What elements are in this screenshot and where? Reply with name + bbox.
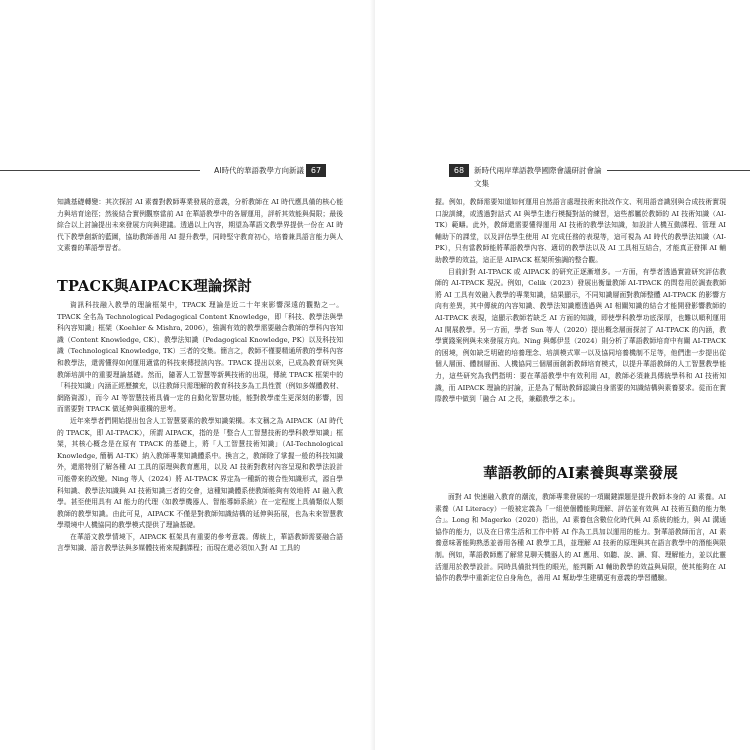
left-intro-paragraph	[57, 197, 343, 255]
paragraph: 在華語文教學情境下，AIPACK 框架具有重要的參考意義。傳統上，華語教師需要融合語言學知識、語言教學法與多媒體技術來規劃課程；而現在還必須加入對 AI 工具的	[57, 532, 343, 553]
header-rule	[607, 170, 750, 171]
left-body	[57, 300, 343, 555]
left-header-title: AI時代的華語教學方向新議	[202, 164, 308, 177]
paragraph: 目前針對 AI-TPACK 或 AIPACK 的研究正逐漸增多。一方面，有學者透過實證研究評估教師的 AI-TPACK 現況。例如，Celik（2023）發展出衡量教師 AI-TPACK 的問卷用於調查教師將 AI 工具有效融入教學的專業知識，結果顯示，不同知識層面對教師整體 AI-TPACK 的影響方向有差異，其中傳統的內容知識、教學法知識應透過與 AI 相關知識的結合才能開發影響教師的 AI-TPACK 表現，這顯示教師若缺乏 AI 方面的知識，即使學科教學功底深厚，也難以順利運用 AI 開展教學。另一方面，學者 Sun 等人（2020）提出概念層面探討了 AI-TPACK 的內涵，教學實踐案例與未來發展方向。Ning 與鄭伊昱（2024）則分析了華語教師培育中有關 AI-TPACK 的困境，例如缺乏明確的培養理念、培訓模式單一以及協同培養機制不足等，他們進一步提出從個人層面、體制層面、人機協同三個層面創新教師培育模式，以提升華語教師的人工智慧教學能力，這些研究為我們指明：要在華語教學中有效利用 AI，教師必須兼具傳統學科和 AI 技術知識，而 AIPACK 理論的討論，正是為了幫助教師認識自身需要的知識結構與素養要求。從而在實際教學中做到「融合 AI 之長，兼顧教學之本」。	[435, 267, 726, 404]
right-body-bottom	[435, 492, 726, 585]
right-running-header	[449, 164, 750, 188]
left-running-header	[0, 164, 341, 177]
paragraph: 近年來學者們開始提出包含人工智慧要素的教學知識架構。本文稱之為 AIPACK（AI 時代的 TPACK，即 AI-TPACK），所謂 AIPACK，指的是「整合人工智慧技術的學科教學知識」框架，其核心概念是在原有 TPACK 的基礎上，將「人工智慧技術知識」（AI-Technological Knowledge, 簡稱 AI-TK）納入教師專業知識體系中。換言之，教師除了掌握一般的科技知識外，還需特別了解各種 AI 工具的原理與教育應用，以及 AI 技術對教材內容呈現和教學法設計可能帶來的改變。Ning 等人（2024）將 AI-TPACK 界定為一種新的複合性知識形式，源自學科知識、教學法知識與 AI 技術知識三者的交會，這種知識體系使教師能夠有效地將 AI 融入教學。甚至使用具有 AI 能力的代理（如教學機器人、智能導師系統）在一定程度上具備類似人類教師的教學知識。由此可見，AIPACK 不僅是對教師知識結構的延伸與拓展，也為未來智慧教學環境中人機協同的教學模式提供了理論基礎。	[57, 416, 343, 530]
intro-text: 知識基礎轉變：其次探討 AI 素養對教師專業發展的意義，分析教師在 AI 時代應具備的核心能力與培育途徑；然後結合實例觀察當前 AI 在華語教學中的各層運用，評析其效能與侷限；最後綜合以上討論提出未來發展方向與建議。透過以上內容，期望為華語文教學界提供一份在 AI 時代下教學創新的藍圖，協助教師善用 AI 提升教學，同時堅守教育初心，培養兼具語言能力與人文素養的華語學習者。	[57, 198, 343, 253]
section-heading-ai-literacy: 華語教師的AI素養與專業發展	[483, 465, 678, 482]
header-rule	[0, 170, 200, 171]
left-page-number: 67	[306, 164, 326, 177]
right-body-top	[435, 197, 726, 406]
paragraph: 握。例如，教師需要知道如何運用自然語言處理技術來批改作文、利用語音識別與合成技術實現口說訓練，或透過對話式 AI 與學生進行模擬對話的練習，這些都屬於教師的 AI 技術知識（AI-TK）範疇。此外，教師還需要懂得運用 AI 技術的教學法知識，如設計人機互動課程、管理 AI 輔助下的課堂，以及評估學生使用 AI 完成任務的表現等，這可視為 AI 時代的教學法知識（AI-PK），只有當教師能將華語教學內容、適切的教學法以及 AI 工具相互結合，才能真正發揮 AI 輔助教學的效益，這正是 AIPACK 框架所強調的整合觀。	[435, 198, 726, 264]
section-heading-tpack: TPACK與AIPACK理論探討	[57, 278, 253, 295]
right-header-title: 新時代兩岸華語教學國際會議研討會論文集	[474, 166, 602, 188]
right-page	[375, 0, 750, 750]
right-page-number: 68	[449, 164, 469, 177]
paragraph: 資訊科技融入教學的理論框架中，TPACK 理論是近二十年來影響深遠的觀點之一。TPACK 全名為 Technological Pedagogical Content Knowledge，即「科技、教學法與學科內容知識」框架（Koehler & Mishra, 2006），強調有效的教學需要融合教師的學科內容知識（Content Knowledge, CK）、教學法知識（Pedagogical Knowledge, PK）以及科技知識（Technological Knowledge, TK）三者的交集。簡言之，教師不僅要精通所教的學科內容和教學法，還需懂得如何運用適當的科技來傳授該內容。TPACK 提出以來，已成為教育研究與教師培訓中的重要理論基礎。然而，隨著人工智慧等新興技術的出現，傳統 TPACK 框架中的「科技知識」內涵正經歷擴充，以往教師只需理解的教育科技多為工具性質（例如多媒體教材、網路資源），而今 AI 等智慧技術具備一定的自動化智慧功能，能對教學產生更深刻的影響，因而需要對 TPACK 做延伸與重構的思考。	[57, 301, 343, 414]
paragraph: 面對 AI 快速融入教育的潮流，教師專業發展的一項關鍵課題是提升教師本身的 AI 素養。AI 素養（AI Literacy）一般被定義為「一組使個體能夠理解、評估並有效與 AI 技術互動的能力集合」。Long 和 Magerko（2020）指出，AI 素養包含數位化時代與 AI 系統的能力，與 AI 溝通協作的能力，以及在日常生活和工作中將 AI 作為工具加以運用的能力。對華語教師而言，AI 素養意味著能夠熟悉並善用各種 AI 教學工具，並理解 AI 技術的原理與其在語言教學中的潛能與限制。例如，華語教師應了解常見聊天機器人的 AI 應用、如聽、說、讀、寫、理解能力，並以此靈活運用於教學設計。同時具備批判性的眼光，能判斷 AI 輔助教學的效益與局限，使其能夠在 AI 協作的教學中重新定位自身角色，善用 AI 幫助學生建構更有意義的學習體驗。	[435, 493, 726, 583]
